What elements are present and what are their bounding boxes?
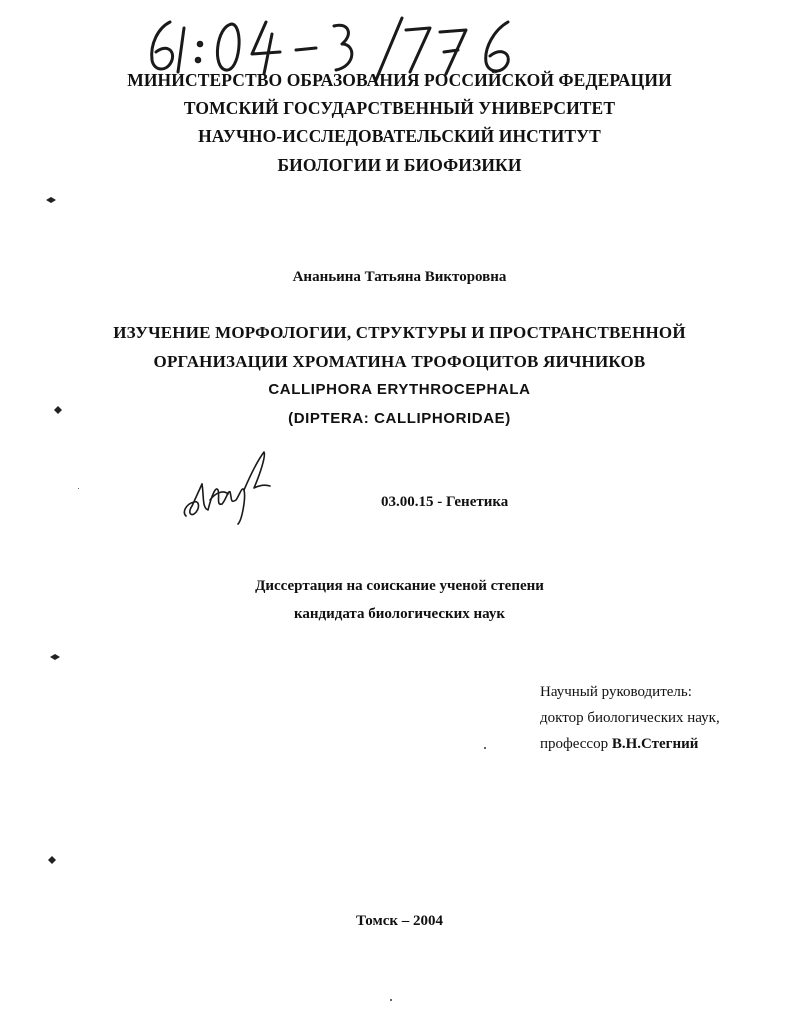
supervisor-degree: доктор биологических наук, — [540, 710, 720, 726]
supervisor-label: Научный руководитель: — [540, 684, 692, 700]
dissertation-line-2: кандидата биологических наук — [293, 606, 506, 622]
author-signature — [180, 446, 280, 526]
scan-mark-icon — [53, 402, 63, 412]
scan-mark-icon — [46, 192, 56, 202]
author-name: Ананьина Татьяна Викторовна — [292, 269, 507, 285]
city-year: Томск – 2004 — [355, 913, 444, 929]
institution-line-3: НАУЧНО-ИССЛЕДОВАТЕЛЬСКИЙ ИНСТИТУТ — [198, 126, 601, 146]
institution-line-2: ТОМСКИЙ ГОСУДАРСТВЕННЫЙ УНИВЕРСИТЕТ — [183, 98, 616, 118]
supervisor-name: В.Н.Стегний — [611, 736, 699, 752]
scan-mark-icon — [47, 852, 57, 862]
supervisor-name-line — [540, 736, 698, 753]
institution-line-4: БИОЛОГИИ И БИОФИЗИКИ — [277, 155, 522, 175]
title-line-3: CALLIPHORA ERYTHROCEPHALA — [268, 381, 531, 398]
title-line-2: ОРГАНИЗАЦИИ ХРОМАТИНА ТРОФОЦИТОВ ЯИЧНИКОВ — [153, 352, 646, 371]
scan-speck — [78, 488, 79, 489]
title-line-4: (DIPTERA: CALLIPHORIDAE) — [288, 410, 511, 427]
institution-line-1: МИНИСТЕРСТВО ОБРАЗОВАНИЯ РОССИЙСКОЙ ФЕДЕРАЦИИ — [127, 70, 672, 90]
scan-speck — [484, 747, 486, 749]
specialty-code: 03.00.15 - Генетика — [381, 494, 509, 510]
supervisor-title: профессор — [540, 736, 609, 752]
scan-speck — [390, 999, 392, 1001]
dissertation-line-1: Диссертация на соискание ученой степени — [255, 578, 544, 594]
title-line-1: ИЗУЧЕНИЕ МОРФОЛОГИИ, СТРУКТУРЫ И ПРОСТРАНСТВЕННОЙ — [113, 323, 686, 342]
scan-mark-icon — [50, 649, 60, 659]
